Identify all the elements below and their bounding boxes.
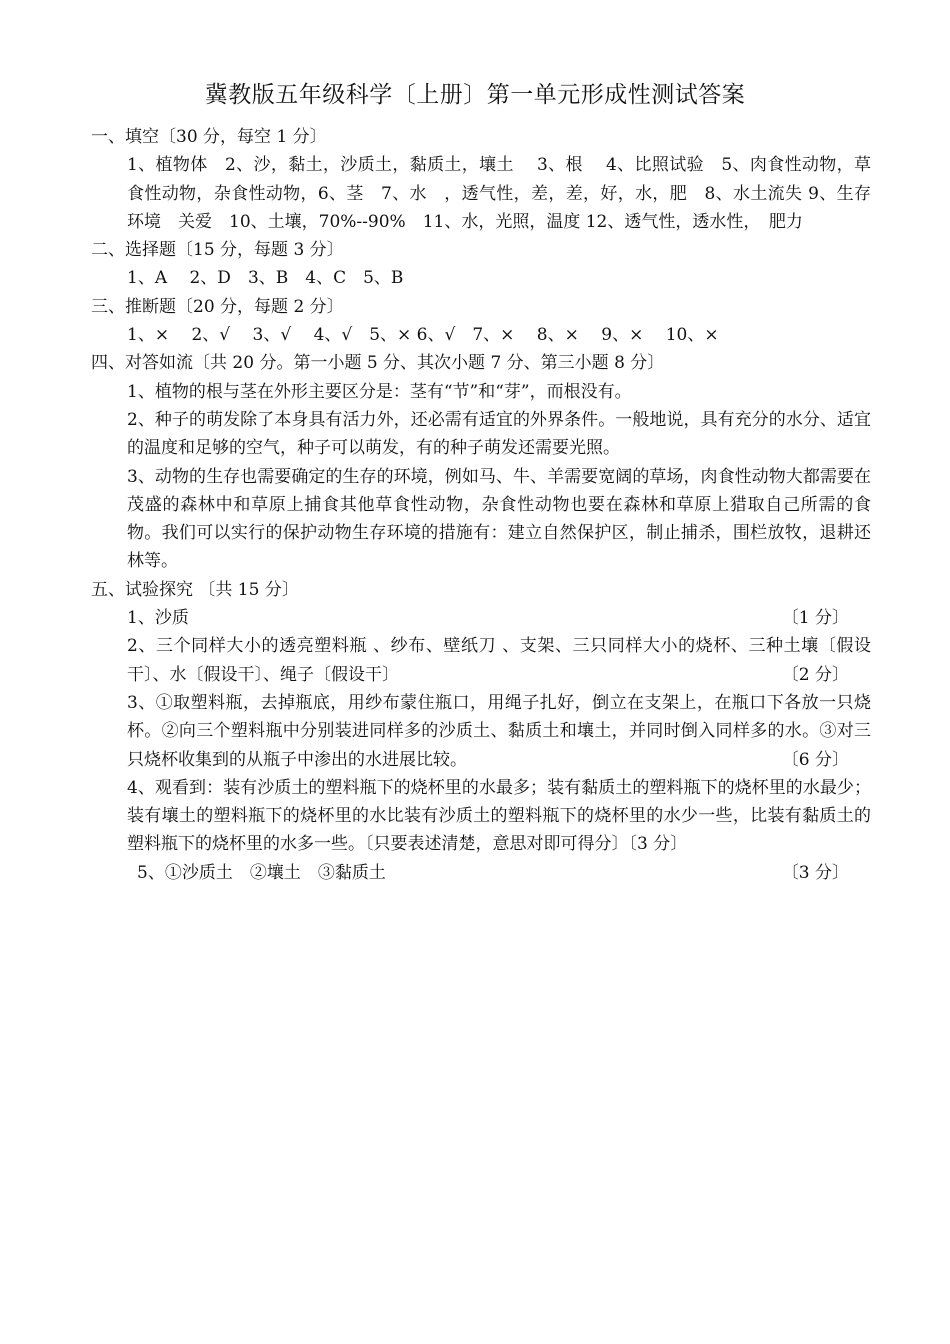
- section-5-item-1: [91, 604, 871, 632]
- section-4-heading: 四、对答如流〔共 20 分。第一小题 5 分、其次小题 7 分、第三小题 8 分〕: [91, 353, 665, 374]
- section-4-answer-1: 1、植物的根与茎在外形主要区分是：茎有“节”和“芽”，而根没有。: [127, 381, 632, 402]
- section-1-answers: 1、植物体 2、沙，黏土，沙质土，黏质土，壤土 3、根 4、比照试验 5、肉食性动物，草食性动物，杂食性动物，6、茎 7、水 ，透气性，差，差，好，水，肥 8、水土流失 9、生存环境 关爱 10、土壤，70%--90% 11、水，光照，温度 12、透气性，透水性， 肥力: [127, 155, 871, 232]
- section-5-score-5: 〔3 分〕: [781, 862, 849, 883]
- document-body: [91, 123, 871, 887]
- section-5-score-2: 〔2 分〕: [781, 664, 849, 685]
- section-1-heading: 一、填空〔30 分，每空 1 分〕: [91, 127, 327, 147]
- section-5-item-3: [91, 689, 871, 774]
- section-5-item-5: [91, 859, 871, 887]
- section-5-answer-4: 4、观看到：装有沙质土的塑料瓶下的烧杯里的水最多；装有黏质土的塑料瓶下的烧杯里的水最少；装有壤土的塑料瓶下的烧杯里的水比装有沙质土的塑料瓶下的烧杯里的水少一些，比装有黏质土的塑料瓶下的烧杯里的水多一些。〔只要表述清楚，意思对即可得分〕〔3 分〕: [127, 777, 871, 855]
- section-4-answer-3: 3、动物的生存也需要确定的生存的环境，例如马、牛、羊需要宽阔的草场，肉食性动物大都需要在茂盛的森林中和草原上捕食其他草食性动物，杂食性动物也要在森林和草原上猎取自己所需的食物。我们可以实行的保护动物生存环境的措施有：建立自然保护区，制止捕杀，围栏放牧，退耕还林等。: [127, 466, 871, 572]
- section-4-answer-2: 2、种子的萌发除了本身具有活力外，还必需有适宜的外界条件。一般地说，具有充分的水分、适宜的温度和足够的空气，种子可以萌发，有的种子萌发还需要光照。: [127, 409, 871, 459]
- section-5-item-2: [91, 632, 871, 689]
- section-5-heading: 五、试验探究 〔共 15 分〕: [91, 579, 299, 600]
- section-3-answers: 1、× 2、√ 3、√ 4、√ 5、× 6、√ 7、× 8、× 9、× 10、×: [127, 325, 719, 346]
- section-5-score-3: 〔6 分〕: [781, 749, 849, 770]
- section-5-score-1: 〔1 分〕: [781, 608, 849, 629]
- section-2-heading: 二、选择题〔15 分，每题 3 分〕: [91, 240, 344, 261]
- section-5-answer-5: 5、①沙质土 ②壤土 ③黏质土: [137, 862, 386, 883]
- section-2-answers: 1、A 2、D 3、B 4、C 5、B: [127, 268, 404, 289]
- section-5-answer-2: 2、三个同样大小的透亮塑料瓶 、纱布、壁纸刀 、支架、三只同样大小的烧杯、三种土壤〔假设干〕、水〔假设干〕、绳子〔假设干〕: [127, 636, 871, 685]
- section-3-heading: 三、推断题〔20 分，每题 2 分〕: [91, 296, 344, 317]
- section-5-answer-3: 3、①取塑料瓶，去掉瓶底，用纱布蒙住瓶口，用绳子扎好，倒立在支架上，在瓶口下各放一只烧杯。②向三个塑料瓶中分别装进同样多的沙质土、黏质土和壤土，并同时倒入同样多的水。③对三只烧杯收集到的从瓶子中渗出的水进展比较。: [127, 692, 871, 770]
- section-5-answer-1: 1、沙质: [127, 608, 189, 629]
- document-title: 冀教版五年级科学〔上册〕第一单元形成性测试答案: [204, 82, 746, 108]
